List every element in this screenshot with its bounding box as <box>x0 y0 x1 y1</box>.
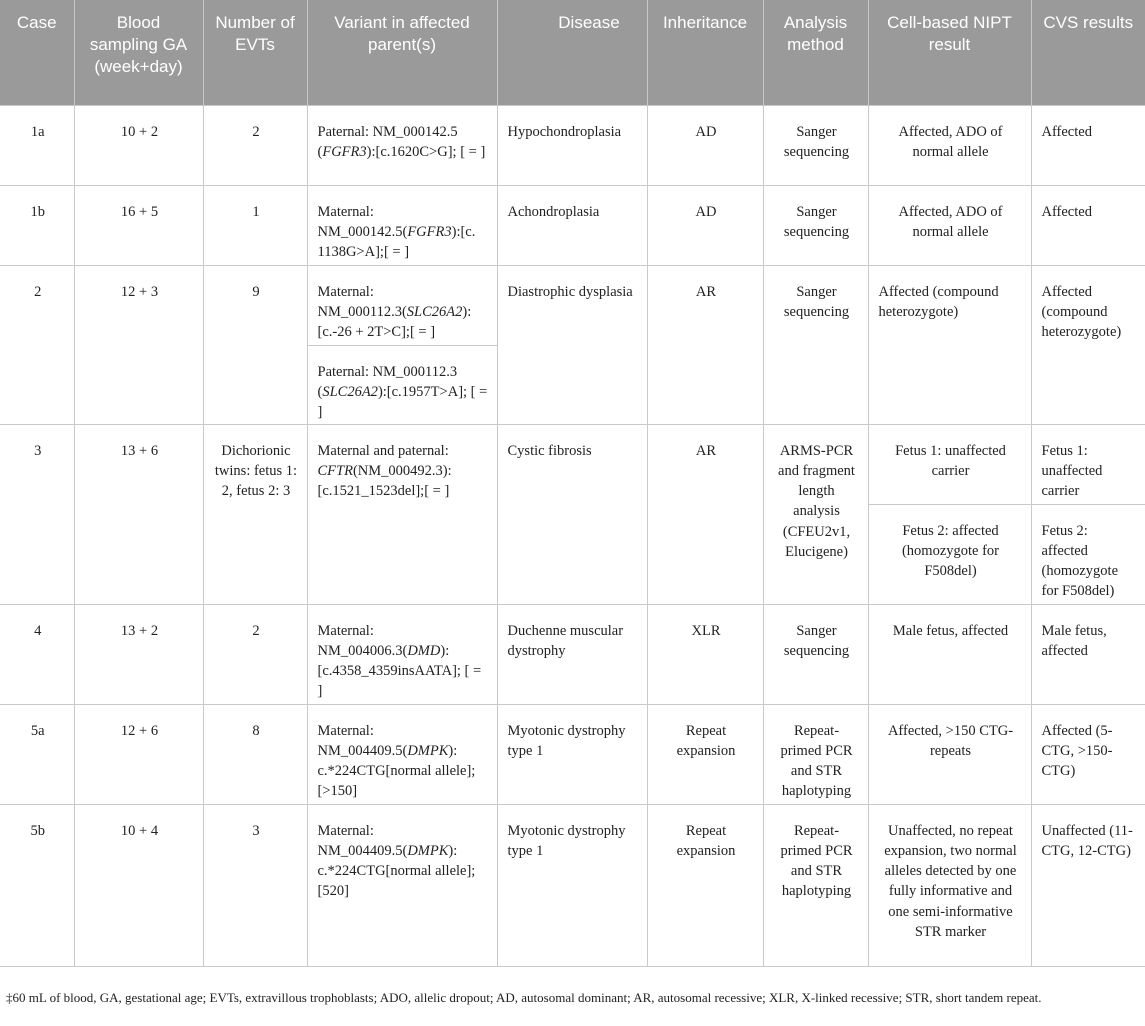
cell-variant: Maternal: NM_004409.5(DMPK): c.*224CTG[normal allele];[>150] <box>307 704 497 804</box>
cell-inheritance: Repeat expansion <box>647 804 763 966</box>
cell-nipt: Unaffected, no repeat expansion, two normal alleles detected by one fully informative and one semi-informative STR marker <box>868 804 1031 966</box>
header-blood-sampling-ga: Blood sampling GA (week+day) <box>74 0 203 105</box>
cell-ga: 12 + 3 <box>74 265 203 424</box>
cell-ga: 10 + 4 <box>74 804 203 966</box>
cell-case: 3 <box>0 424 74 604</box>
cell-ga: 16 + 5 <box>74 185 203 265</box>
cell-variant: Maternal and paternal: CFTR(NM_000492.3): [c.1521_1523del];[ = ] <box>307 424 497 604</box>
cell-variant-maternal: Maternal: NM_000112.3(SLC26A2): [c.-26 + 2T>C];[ = ] <box>307 265 497 345</box>
cell-case: 4 <box>0 604 74 704</box>
header-variant: Variant in affected parent(s) <box>307 0 497 105</box>
cell-disease: Hypochondroplasia <box>497 105 647 185</box>
header-number-of-evts: Number of EVTs <box>203 0 307 105</box>
cell-evts: 8 <box>203 704 307 804</box>
cell-cvs: Affected (compound heterozygote) <box>1031 265 1145 424</box>
cell-evts: 2 <box>203 105 307 185</box>
cell-cvs: Unaffected (11-CTG, 12-CTG) <box>1031 804 1145 966</box>
cell-method: Repeat-primed PCR and STR haplotyping <box>763 704 868 804</box>
cell-variant: Maternal: NM_000142.5(FGFR3):[c. 1138G>A];[ = ] <box>307 185 497 265</box>
table-row-3 <box>0 424 1145 504</box>
cell-disease: Achondroplasia <box>497 185 647 265</box>
table-row-4 <box>0 604 1145 704</box>
cell-evts: 3 <box>203 804 307 966</box>
cell-case: 1b <box>0 185 74 265</box>
cell-cvs-fetus-1: Fetus 1: unaffected carrier <box>1031 424 1145 504</box>
cell-case: 5a <box>0 704 74 804</box>
cell-nipt-fetus-2: Fetus 2: affected (homozygote for F508del) <box>868 504 1031 604</box>
cell-evts: 2 <box>203 604 307 704</box>
cell-inheritance: Repeat expansion <box>647 704 763 804</box>
cell-variant: Maternal: NM_004409.5(DMPK): c.*224CTG[normal allele];[520] <box>307 804 497 966</box>
header-cvs-results: CVS results <box>1031 0 1145 105</box>
header-case: Case <box>0 0 74 105</box>
cell-cvs: Affected <box>1031 185 1145 265</box>
cell-variant: Maternal: NM_004006.3(DMD): [c.4358_4359insAATA]; [ = ] <box>307 604 497 704</box>
cell-ga: 12 + 6 <box>74 704 203 804</box>
header-nipt-result: Cell-based NIPT result <box>868 0 1031 105</box>
cell-cvs: Male fetus, affected <box>1031 604 1145 704</box>
cell-inheritance: AD <box>647 185 763 265</box>
cell-variant-paternal: Paternal: NM_000112.3 (SLC26A2):[c.1957T>A]; [ = ] <box>307 345 497 424</box>
cell-inheritance: XLR <box>647 604 763 704</box>
table-row-2 <box>0 265 1145 345</box>
header-row <box>0 0 1145 105</box>
cell-disease: Myotonic dystrophy type 1 <box>497 804 647 966</box>
cell-ga: 10 + 2 <box>74 105 203 185</box>
cell-cvs: Affected <box>1031 105 1145 185</box>
table-row-1a <box>0 105 1145 185</box>
cell-nipt-fetus-1: Fetus 1: unaffected carrier <box>868 424 1031 504</box>
cell-inheritance: AR <box>647 424 763 604</box>
cell-disease: Myotonic dystrophy type 1 <box>497 704 647 804</box>
cell-inheritance: AD <box>647 105 763 185</box>
cell-method: Sanger sequencing <box>763 604 868 704</box>
cell-variant: Paternal: NM_000142.5 (FGFR3):[c.1620C>G]; [ = ] <box>307 105 497 185</box>
cell-ga: 13 + 2 <box>74 604 203 704</box>
cell-method: Sanger sequencing <box>763 185 868 265</box>
table-row-1b <box>0 185 1145 265</box>
cell-method: Repeat-primed PCR and STR haplotyping <box>763 804 868 966</box>
cell-nipt: Affected, ADO of normal allele <box>868 105 1031 185</box>
cell-evts: Dichorionic twins: fetus 1: 2, fetus 2: 3 <box>203 424 307 604</box>
cell-nipt: Affected, ADO of normal allele <box>868 185 1031 265</box>
cell-nipt: Affected (compound heterozygote) <box>868 265 1031 424</box>
cell-evts: 9 <box>203 265 307 424</box>
cell-disease: Duchenne muscular dystrophy <box>497 604 647 704</box>
cell-case: 1a <box>0 105 74 185</box>
cell-method: Sanger sequencing <box>763 265 868 424</box>
header-analysis-method: Analysis method <box>763 0 868 105</box>
cell-evts: 1 <box>203 185 307 265</box>
header-disease: Disease <box>497 0 647 105</box>
table-row-5b <box>0 804 1145 966</box>
table-row-5a <box>0 704 1145 804</box>
table-footnote: ‡60 mL of blood, GA, gestational age; EVTs, extravillous trophoblasts; ADO, allelic dropout; AD, autosomal dominant; AR, autosomal recessive; XLR, X-linked recessive; STR, short tandem repeat. <box>6 990 1042 1005</box>
cell-nipt: Male fetus, affected <box>868 604 1031 704</box>
cell-inheritance: AR <box>647 265 763 424</box>
cell-cvs-fetus-2: Fetus 2: affected (homozygote for F508del) <box>1031 504 1145 604</box>
cell-method: ARMS-PCR and fragment length analysis (CFEU2v1, Elucigene) <box>763 424 868 604</box>
cell-nipt: Affected, >150 CTG-repeats <box>868 704 1031 804</box>
cell-case: 2 <box>0 265 74 424</box>
cell-method: Sanger sequencing <box>763 105 868 185</box>
cell-disease: Cystic fibrosis <box>497 424 647 604</box>
cell-cvs: Affected (5-CTG, >150-CTG) <box>1031 704 1145 804</box>
header-inheritance: Inheritance <box>647 0 763 105</box>
cell-ga: 13 + 6 <box>74 424 203 604</box>
cell-disease: Diastrophic dysplasia <box>497 265 647 424</box>
cell-case: 5b <box>0 804 74 966</box>
